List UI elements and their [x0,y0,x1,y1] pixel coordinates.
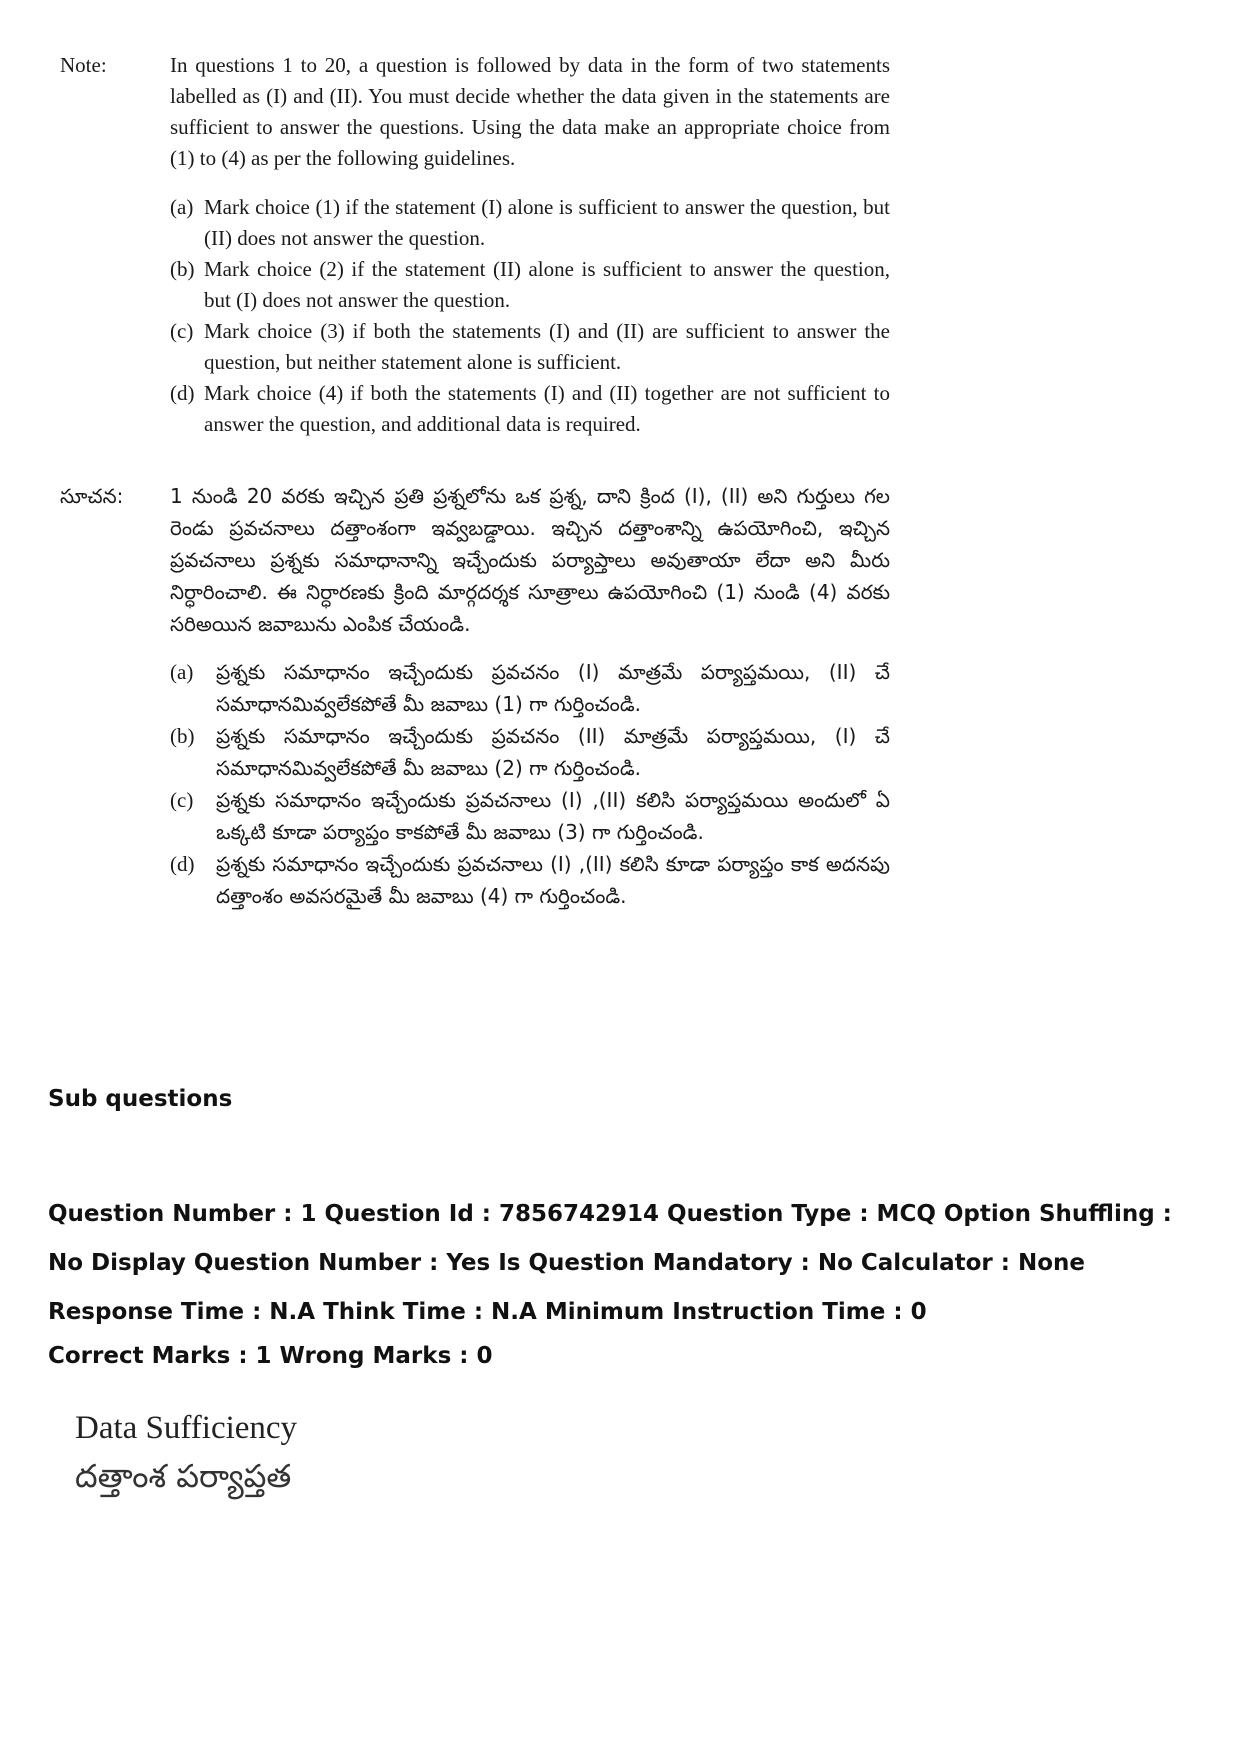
note-text: In questions 1 to 20, a question is followed by data in the form of two statements labelled as (I) and (II). You must decide whether the data given in the statements are sufficient to answer the questions. Using the data make an appropriate choice from (1) to (4) as per the following guidelines. [170,53,890,170]
telugu-guideline-item: (a) ప్రశ్నకు సమాధానం ఇచ్చేందుకు ప్రవచనం (I) మాత్రమే పర్యాప్తమయి, (II) చే సమాధానమివ్వలేకపోతే మీ జవాబు (1) గా గుర్తించండి. [170,660,890,716]
question-topic [75,1405,297,1501]
topic-telugu: దత్తాంశ పర్యాప్తత [75,1457,292,1495]
note-label: Note: [60,53,107,77]
guideline-item: (a) Mark choice (1) if the statement (I) alone is sufficient to answer the question, but (II) does not answer the question. [170,195,890,250]
telugu-guideline-list [170,656,890,912]
instructions-english [60,50,900,440]
question-info: Question Number : 1 Question Id : 7856742914 Question Type : MCQ Option Shuffling : No Display Question Number : Yes Is Question Mandatory : No Calculator : None Response Time : N.A Think Time : N.A Minimum Instruction Time : 0 [48,1201,1172,1325]
telugu-guideline-item: (c) ప్రశ్నకు సమాధానం ఇచ్చేందుకు ప్రవచనాలు (I) ,(II) కలిసి పర్యాప్తమయి అందులో ఏ ఒక్కటి కూడా పర్యాప్తం కాకపోతే మీ జవాబు (3) గా గుర్తించండి. [170,788,890,844]
telugu-guideline-item: (b) ప్రశ్నకు సమాధానం ఇచ్చేందుకు ప్రవచనం (II) మాత్రమే పర్యాప్తమయి, (I) చే సమాధానమివ్వలేకపోతే మీ జవాబు (2) గా గుర్తించండి. [170,724,890,780]
topic-english: Data Sufficiency [75,1410,298,1446]
marks-info: Correct Marks : 1 Wrong Marks : 0 [48,1343,493,1369]
guideline-item: (c) Mark choice (3) if both the statements (I) and (II) are sufficient to answer the question, but neither statement alone is sufficient. [170,319,890,374]
guideline-item: (b) Mark choice (2) if the statement (II) alone is sufficient to answer the question, but (I) does not answer the question. [170,257,890,312]
telugu-guideline-item: (d) ప్రశ్నకు సమాధానం ఇచ్చేందుకు ప్రవచనాలు (I) ,(II) కలిసి కూడా పర్యాప్తం కాక అదనపు దత్తాంశం అవసరమైతే మీ జవాబు (4) గా గుర్తించండి. [170,852,890,908]
telugu-note-label: సూచన: [60,484,124,508]
guideline-list [170,192,890,440]
instructions-telugu [60,480,900,912]
sub-questions-heading: Sub questions [48,1086,233,1112]
guideline-item: (d) Mark choice (4) if both the statements (I) and (II) together are not sufficient to answer the question, and additional data is required. [170,381,890,436]
telugu-note-text: 1 నుండి 20 వరకు ఇచ్చిన ప్రతి ప్రశ్నలోను ఒక ప్రశ్న, దాని క్రింద (I), (II) అని గుర్తులు గల రెండు ప్రవచనాలు దత్తాంశంగా ఇవ్వబడ్డాయి. ఇచ్చిన దత్తాంశాన్ని ఉపయోగించి, ఇచ్చిన ప్రవచనాలు ప్రశ్నకు సమాధానాన్ని ఇచ్చేందుకు పర్యాప్తాలు అవుతాయా లేదా అని మీరు నిర్ధారించాలి. ఈ నిర్ధారణకు క్రింది మార్గదర్శక సూత్రాలు ఉపయోగించి (1) నుండి (4) వరకు సరిఅయిన జవాబును ఎంపిక చేయండి. [170,484,890,636]
